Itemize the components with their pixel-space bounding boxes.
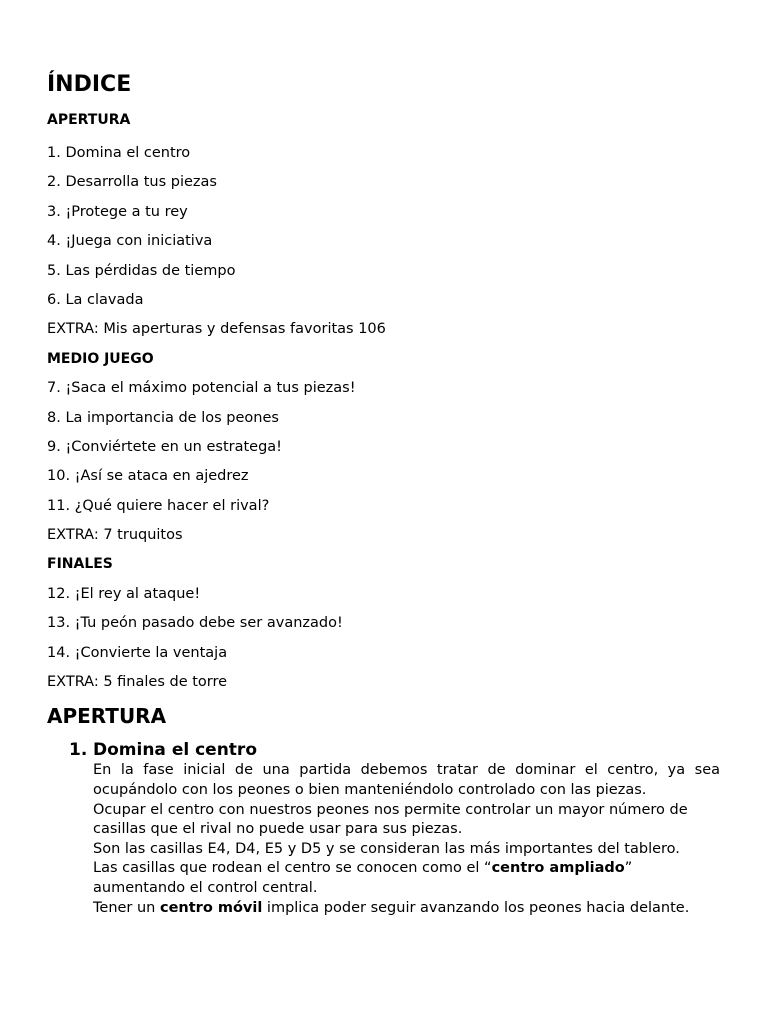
bold-term: centro ampliado <box>491 860 625 877</box>
toc-item: 13. ¡Tu peón pasado debe ser avanzado! <box>47 615 343 632</box>
toc-section-heading: FINALES <box>47 556 113 573</box>
chapter-title: Domina el centro <box>93 740 257 761</box>
paragraph: En la fase inicial de una partida debemos tratar de dominar el centro, ya sea ocupándolo con los peones o bien manteniéndolo controlado con las piezas. <box>93 762 720 799</box>
chapter <box>47 739 720 918</box>
toc-item: EXTRA: 5 finales de torre <box>47 674 228 691</box>
paragraph-text: implica poder seguir avanzando los peones hacia delante. <box>262 899 690 916</box>
bold-term: centro móvil <box>160 899 263 916</box>
toc-item: 14. ¡Convierte la ventaja <box>47 644 228 661</box>
toc-section-heading: APERTURA <box>47 112 131 128</box>
toc-item: 10. ¡Así se ataca en ajedrez <box>47 468 249 485</box>
paragraph <box>93 899 720 919</box>
toc-item: 1. Domina el centro <box>47 145 191 161</box>
toc-item: 6. La clavada <box>47 291 144 308</box>
paragraph: Son las casillas E4, D4, E5 y D5 y se consideran las más importantes del tablero. <box>93 840 680 857</box>
toc-item: EXTRA: Mis aperturas y defensas favoritas 106 <box>47 321 386 338</box>
toc-item: 3. ¡Protege a tu rey <box>47 203 188 220</box>
toc-item: 9. ¡Conviértete en un estratega! <box>47 438 282 455</box>
section-title: APERTURA <box>47 704 167 729</box>
toc-item: 12. ¡El rey al ataque! <box>47 585 201 602</box>
toc-item: 11. ¿Qué quiere hacer el rival? <box>47 497 270 514</box>
document-page <box>47 72 720 918</box>
toc-item: 4. ¡Juega con iniciativa <box>47 233 213 250</box>
toc-item: 8. La importancia de los peones <box>47 409 279 426</box>
toc-item: 5. Las pérdidas de tiempo <box>47 262 236 279</box>
paragraph-text: Las casillas que rodean el centro se conocen como el “ <box>93 860 492 877</box>
chapter-body <box>69 761 720 918</box>
toc-item: EXTRA: 7 truquitos <box>47 527 183 544</box>
index-title: ÍNDICE <box>47 72 132 97</box>
toc-item: 7. ¡Saca el máximo potencial a tus piezas! <box>47 380 356 397</box>
chapter-heading <box>69 739 720 761</box>
toc-item: 2. Desarrolla tus piezas <box>47 174 217 191</box>
paragraph <box>93 859 720 898</box>
chapter-number: 1. <box>69 740 88 761</box>
paragraph: Ocupar el centro con nuestros peones nos permite controlar un mayor número de casillas que el rival no puede usar para sus piezas. <box>93 801 688 838</box>
paragraph-text: Tener un <box>93 899 160 916</box>
toc-section-heading: MEDIO JUEGO <box>47 350 154 367</box>
paragraph-text: ” aumentando el control central. <box>93 860 633 896</box>
